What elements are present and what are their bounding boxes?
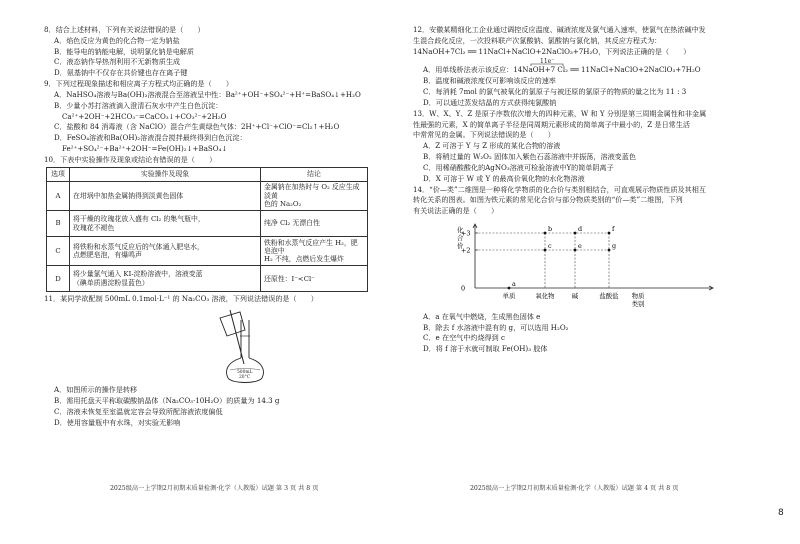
q13-option-b: B．将稍过量的 W₂O₂ 固体加入紫色石蕊溶液中并振荡，溶液变蓝色 [423, 152, 636, 162]
data-point-label: f [612, 225, 615, 234]
q14-option-d: D．将 f 溶于水就可制取 Fe(OH)₃ 胶体 [423, 344, 548, 354]
x-tick-label: 碱 [571, 292, 579, 301]
q14-option-b: B．除去 f 水溶液中混有的 g，可以选用 H₂O₂ [423, 322, 569, 332]
table-cell-operation: 在坩埚中加热金属钠得到淡黄色固体 [70, 181, 261, 210]
x-axis-label: 物质 [631, 292, 645, 301]
table-header-row [47, 167, 368, 181]
data-point [544, 249, 547, 252]
table-row [47, 211, 368, 237]
q12-option-c: C．每消耗 7mol 的氯气被氧化的氯原子与被还原的氯原子的物质的量之比为 11 : 3 [423, 87, 687, 97]
data-point [508, 287, 511, 290]
q12-option-a: A．用单线桥法表示该反应：14NaOH+7 Cl₂ ══ 11NaCl+NaClO+2NaClO₃+7H₂O [423, 65, 701, 75]
table-row [47, 237, 368, 266]
table-header: 实验操作及现象 [70, 167, 261, 181]
y-tick-label: +2 [461, 246, 471, 255]
flask-volume-label: 500mL [237, 370, 253, 376]
table-row [47, 181, 368, 210]
q13-stem-line3: 中常常见的金属。下列说法错误的是（ ） [413, 130, 555, 140]
q12-option-d: D．可以通过蒸发结晶的方式获得纯氯酸钠 [423, 97, 557, 107]
table-cell-operation: 将少量氯气通入 KI-淀粉溶液中，溶液变蓝 （碘单质遇淀粉显蓝色） [70, 266, 261, 292]
data-point [574, 249, 577, 252]
q14-option-c: C．e 在空气中灼烧得到 c [423, 333, 505, 343]
x-tick-label: 盐酸盐 [599, 292, 619, 301]
table-cell-conclusion: 还原性：I⁻<Cl⁻ [261, 266, 368, 292]
right-page-footer: 2025级高一上学期2月初期末质量检测·化学（人教版）试题 第 4 页 共 8 页 [470, 485, 679, 492]
data-point-label: d [578, 225, 583, 234]
q11-option-a: A．如图所示的操作是转移 [54, 385, 138, 395]
q9-option-d: D．FeSO₄溶液和Ba(OH)₂溶液混合搅拌最终得到白色沉淀： [54, 133, 247, 143]
x-tick-label: 单质 [502, 292, 516, 301]
data-point-label: g [612, 242, 617, 251]
table-cell-conclusion: 铁粉和水蒸气反应产生 H₂，肥皂泡中 H₂ 不纯，点燃后发生爆炸 [261, 237, 368, 266]
page-number: 8 [778, 508, 784, 518]
q12-stem-line1: 12．安徽某精细化工企业通过调控反应温度、碱液浓度及氯气通入速率，使氯气在热浓碱中发 [413, 25, 706, 34]
y-tick-label: 0 [461, 284, 466, 293]
q9-option-b-equation: Ca²⁺+2OH⁻+2HCO₃⁻=CaCO₃↓+CO₃²⁻+2H₂O [62, 111, 227, 121]
table-cell-option: B [47, 211, 70, 237]
q13-option-d: D．X 可溶于 W 或 Y 的最高价氧化物的水化物溶液 [423, 173, 585, 183]
q14-stem-line2: 转化关系的图表。如图为铁元素的常见化合价与部分物质类别的“价—类”二维图，下列 [413, 195, 683, 205]
x-tick-label: 氧化物 [535, 292, 555, 301]
x-axis-label: 类别 [631, 300, 645, 309]
q13-option-a: A．Z 可溶于 Y 与 Z 形成的某化合物的溶液 [423, 141, 561, 151]
data-point [608, 232, 611, 235]
q9-option-a: A．NaHSO₄溶液与Ba(OH)₂溶液混合至溶液呈中性：Ba²⁺+OH⁻+SO₄²⁻+H⁺=BaSO₄↓+H₂O [54, 89, 361, 99]
q9-option-d-equation: Fe²⁺+SO₄²⁻+Ba²⁺+2OH⁻=Fe(OH)₂↓+BaSO₄↓ [62, 144, 228, 154]
data-point [574, 232, 577, 235]
volumetric-flask-figure [44, 306, 370, 384]
q8-option-d: D．氨基钠中不仅存在共价键也存在离子键 [54, 68, 188, 78]
data-point-label: c [548, 242, 552, 251]
q11-stem: 11．某同学欲配制 500mL 0.1mol·L⁻¹ 的 Na₂CO₃ 溶液，下列说法错误的是（ ） [44, 294, 318, 304]
electron-transfer-label: 11e⁻ [540, 58, 555, 66]
q13-stem-line1: 13．W、X、Y、Z 是原子序数依次增大的四种元素，W 和 Y 分别是第三周期金属性和非金属 [413, 108, 707, 118]
table-row [47, 266, 368, 292]
data-point-label: e [578, 242, 582, 251]
data-point [544, 232, 547, 235]
table-cell-operation: 将铁粉和水蒸气反应后的气体通入肥皂水， 点燃肥皂泡，有爆鸣声 [70, 237, 261, 266]
data-point-label: a [512, 280, 516, 289]
electron-transfer-label-row [413, 58, 753, 66]
left-page-footer: 2025级高一上学期2月初期末质量检测·化学（人教版）试题 第 3 页 共 8 页 [110, 485, 319, 492]
flask-drawing [44, 306, 370, 384]
q10-stem: 10．下表中实验操作及现象或结论有错误的是（ ） [44, 154, 217, 164]
table-cell-conclusion: 金属钠在加热时与 O₂ 反应生成淡黄 色的 Na₂O₂ [261, 181, 368, 210]
q14-stem-line1: 14．“价—类”二维图是一种将化学物质的化合价与类别相结合，可直观展示物质性质及其相互 [413, 184, 706, 194]
q14-stem-line3: 有关说法正确的是（ ） [413, 206, 499, 216]
data-point [608, 249, 611, 252]
table-cell-option: D [47, 266, 70, 292]
q11-option-d: D．使用容量瓶中有水珠，对实验无影响 [54, 417, 181, 427]
table-cell-option: C [47, 237, 70, 266]
flask-temperature-label: 20°C [239, 375, 251, 381]
table-header: 结论 [261, 167, 368, 181]
q12-stem-line2: 生混合歧化反应，一次投料联产次氯酸钠、氯酸钠与氯化钠，其反应方程式为： [413, 35, 662, 45]
q9-stem: 9．下列过程现象描述和相应离子方程式均正确的是（ ） [44, 79, 233, 89]
data-point-label: b [548, 225, 553, 234]
q12-equation: 14NaOH+7Cl₂ ══ 11NaCl+NaClO+2NaClO₃+7H₂O，下列说法正确的是（ ） [413, 46, 691, 56]
q13-stem-line2: 性最强的元素，X 的简单离子半径是同周期元素形成的简单离子中最小的，Z 是日常生活 [413, 119, 690, 129]
q9-option-b: B．少量小苏打溶液滴入澄清石灰水中产生白色沉淀： [54, 100, 223, 110]
right-page [413, 26, 753, 356]
q8-option-b: B．能导电的钠能电解，说明氯化钠是电解质 [54, 46, 194, 56]
q11-option-b: B．需用托盘天平称取碳酸钠晶体（Na₂CO₃·10H₂O）的质量为 14.3 g [54, 395, 280, 405]
table-cell-operation: 将干燥的玫瑰花放入盛有 Cl₂ 的集气瓶中， 玫瑰花不褪色 [70, 211, 261, 237]
left-page [44, 26, 370, 429]
y-tick-label: +3 [461, 229, 471, 238]
q11-option-c: C．溶液未恢复至室温就定容会导致所配溶液浓度偏低 [54, 406, 223, 416]
table-header: 选项 [47, 167, 70, 181]
y-axis-label-char: 合 [457, 234, 464, 243]
q9-option-c: C．盐酸和 84 消毒液（含 NaClO）混合产生黄绿色气体：2H⁺+Cl⁻+ClO⁻=Cl₂↑+H₂O [54, 122, 340, 132]
y-axis-label-char: 化 [457, 226, 464, 235]
single-bridge-arrow [413, 58, 753, 66]
valence-class-chart [413, 218, 753, 310]
table-cell-conclusion: 纯净 Cl₂ 无漂白性 [261, 211, 368, 237]
q10-table [46, 167, 368, 293]
q14-option-a: A．a 在氧气中燃烧，生成黑色固体 e [423, 311, 541, 321]
q12-option-b: B．温度和碱液浓度仅可影响该反应的速率 [423, 76, 556, 86]
table-cell-option: A [47, 181, 70, 210]
q8-option-c: C．液态钠作导热剂利用不无新物质生成 [54, 57, 181, 67]
q13-option-c: C．用稀硝酸酸化的AgNO₃溶液可检验溶液中Y的简单阴离子 [423, 162, 614, 172]
q8-stem: 8．结合上述材料，下列有关说法错误的是（ ） [44, 25, 205, 34]
q8-option-a: A．焰色反应为黄色的化合物一定为钠盐 [54, 35, 180, 45]
y-axis-label-char: 价 [457, 242, 464, 251]
